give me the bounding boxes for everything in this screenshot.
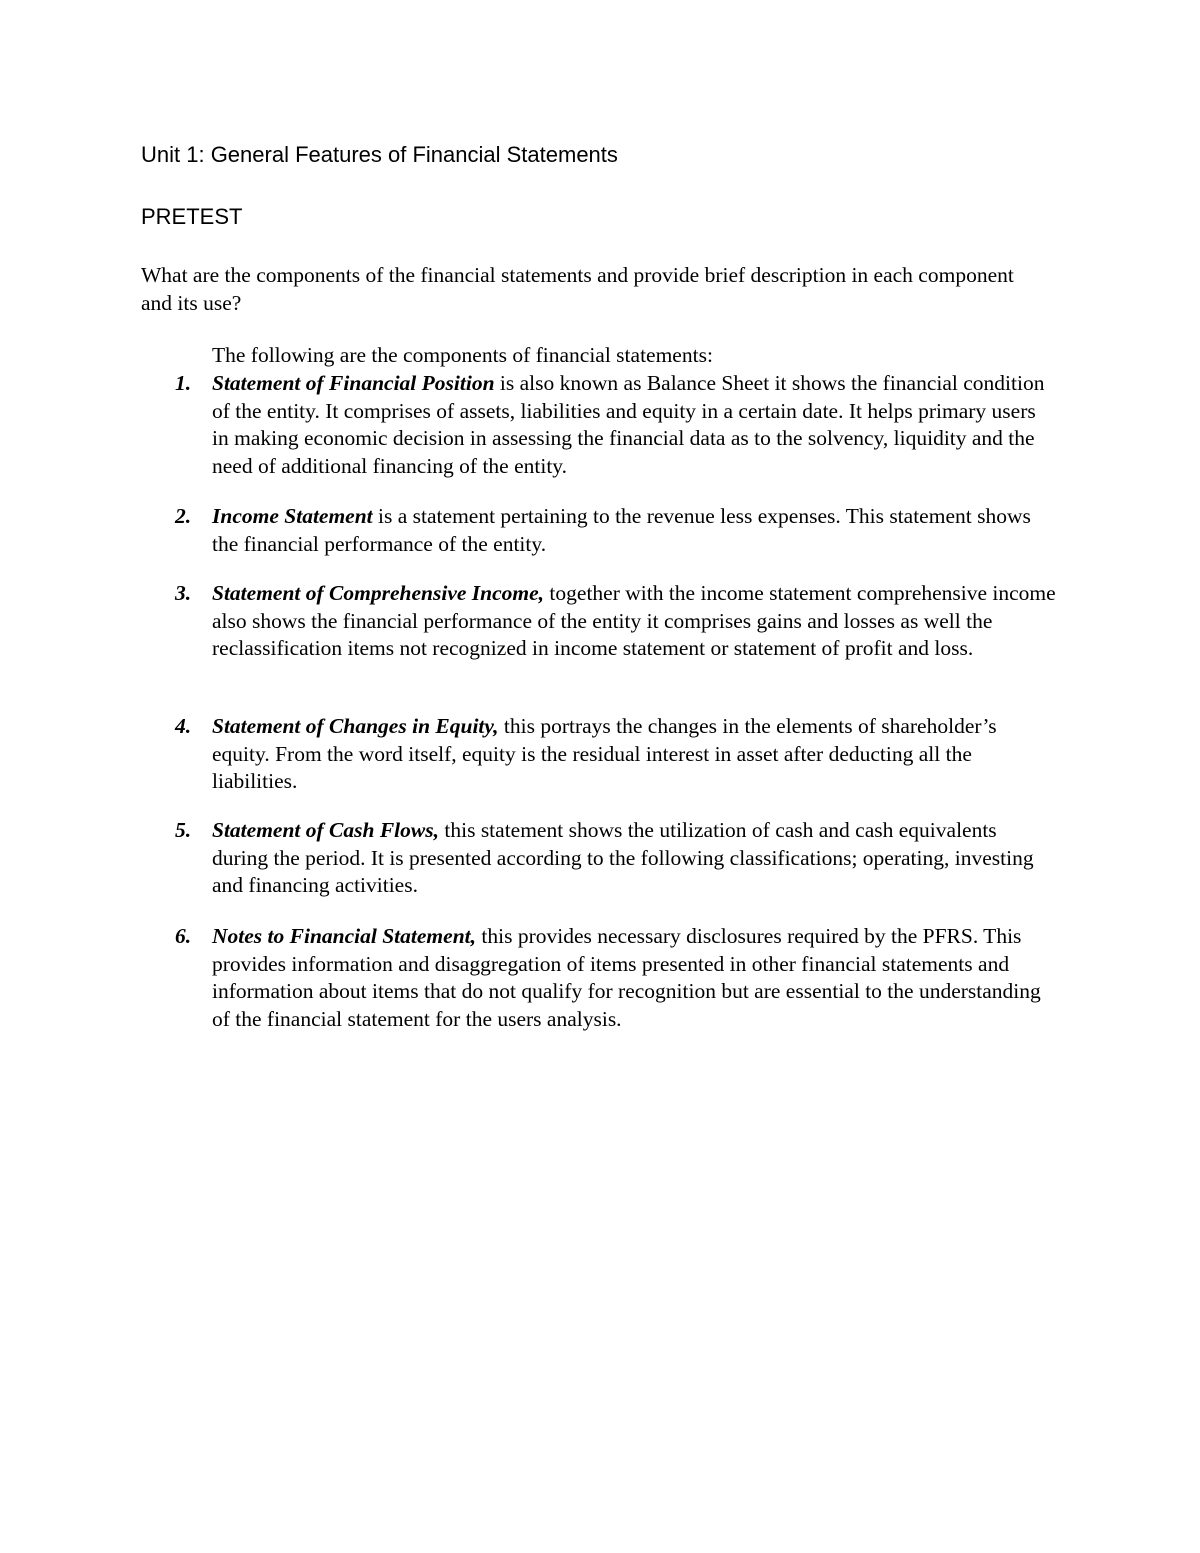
list-item xyxy=(172,713,1072,796)
list-item xyxy=(172,923,1072,1033)
list-item xyxy=(172,580,1072,663)
list-item-body xyxy=(212,713,1057,796)
list-item-number: 6. xyxy=(175,924,192,948)
list-item-term: Notes to Financial Statement, xyxy=(212,924,476,948)
list-item-body xyxy=(212,580,1057,663)
list-item-body xyxy=(212,503,1057,558)
list-item-body xyxy=(212,923,1057,1033)
list-item-description: is a statement pertaining to the revenue less expenses. This statement shows the financial performance of the entity. xyxy=(212,504,1031,556)
list-item xyxy=(172,370,1072,480)
list-item-term: Statement of Changes in Equity, xyxy=(212,714,499,738)
list-item-number: 1. xyxy=(175,371,192,395)
page-title: Unit 1: General Features of Financial Statements xyxy=(141,142,618,167)
list-item-description: together with the income statement comprehensive income also shows the financial performance of the entity it comprises gains and losses as well the reclassification items not recognized in income statement or statement of profit and loss. xyxy=(212,581,1056,660)
list-item-number: 3. xyxy=(175,581,192,605)
list-item-term: Statement of Financial Position xyxy=(212,371,495,395)
list-item-term: Statement of Cash Flows, xyxy=(212,818,439,842)
list-item xyxy=(172,503,1072,558)
section-heading: PRETEST xyxy=(141,204,243,229)
list-item-number: 4. xyxy=(175,714,192,738)
list-item-body xyxy=(212,817,1057,900)
list-item xyxy=(172,817,1072,900)
list-item-description: is also known as Balance Sheet it shows the financial condition of the entity. It comprises of assets, liabilities and equity in a certain date. It helps primary users in making economic decision in assessing the financial data as to the solvency, liquidity and the need of additional financing of the entity. xyxy=(212,371,1045,478)
question-text: What are the components of the financial statements and provide brief description in each component and its use? xyxy=(141,263,1014,315)
list-item-number: 2. xyxy=(175,504,192,528)
list-item-term: Statement of Comprehensive Income, xyxy=(212,581,545,605)
list-item-description: this provides necessary disclosures required by the PFRS. This provides information and disaggregation of items presented in other financial statements and information about items that do not qualify for recognition but are essential to the understanding of the financial statement for the users analysis. xyxy=(212,924,1041,1031)
list-item-number: 5. xyxy=(175,818,192,842)
intro-text: The following are the components of financial statements: xyxy=(212,343,713,367)
list-item-term: Income Statement xyxy=(212,504,373,528)
list-item-description: this portrays the changes in the elements of shareholder’s equity. From the word itself, equity is the residual interest in asset after deducting all the liabilities. xyxy=(212,714,997,793)
list-item-description: this statement shows the utilization of cash and cash equivalents during the period. It is presented according to the following classifications; operating, investing and financing activities. xyxy=(212,818,1034,897)
list-item-body xyxy=(212,370,1057,480)
